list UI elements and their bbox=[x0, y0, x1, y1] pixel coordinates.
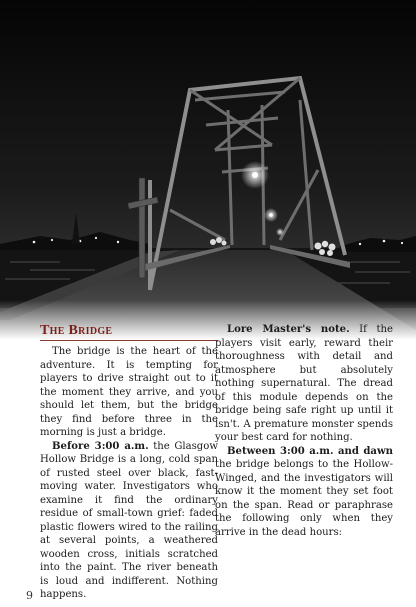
section-heading: The Bridge bbox=[40, 323, 218, 341]
lead-before-3am: Before 3:00 a.m. bbox=[52, 440, 149, 452]
right-column bbox=[215, 323, 393, 539]
paragraph-between-3am-dawn bbox=[215, 445, 393, 540]
text-lore-master-note: If the players visit early, reward their thoroughness with detail and atmosphere but absolutely nothing supernatural. The dread of this module depends on the bridge being safe right up until it isn't. A premature monster spends your best card for nothing. bbox=[215, 324, 394, 443]
text-between-3am-dawn: the bridge belongs to the Hollow-Winged, and the investigators will know it the moment they set foot on the span. Read or paraphrase the following only when they arrive in the dead hours: bbox=[215, 459, 393, 538]
lead-lore-master-note: Lore Master's note. bbox=[227, 324, 350, 335]
paragraph-intro: The bridge is the heart of the adventure. It is tempting for players to drive straight out to it the moment they arrive, and you should let them, but the bridge they find before three in the morning is just a bridge. bbox=[40, 346, 218, 438]
lead-between-3am-dawn: Between 3:00 a.m. and dawn bbox=[227, 445, 393, 457]
paragraph-before-3am bbox=[40, 440, 218, 602]
left-column bbox=[40, 323, 218, 602]
paragraph-lore-master-note bbox=[215, 323, 393, 445]
page-number: 9 bbox=[26, 589, 33, 602]
text-before-3am: the Glasgow Hollow Bridge is a long, cold span of rusted steel over black, fast-moving water. Investigators who examine it find the ordinary residue of small-town grief: faded plastic flowers wired to the railing at several points, a weathered wooden cross, initials scratched into the paint. The river beneath is loud and indifferent. Nothing happens. bbox=[40, 440, 218, 600]
